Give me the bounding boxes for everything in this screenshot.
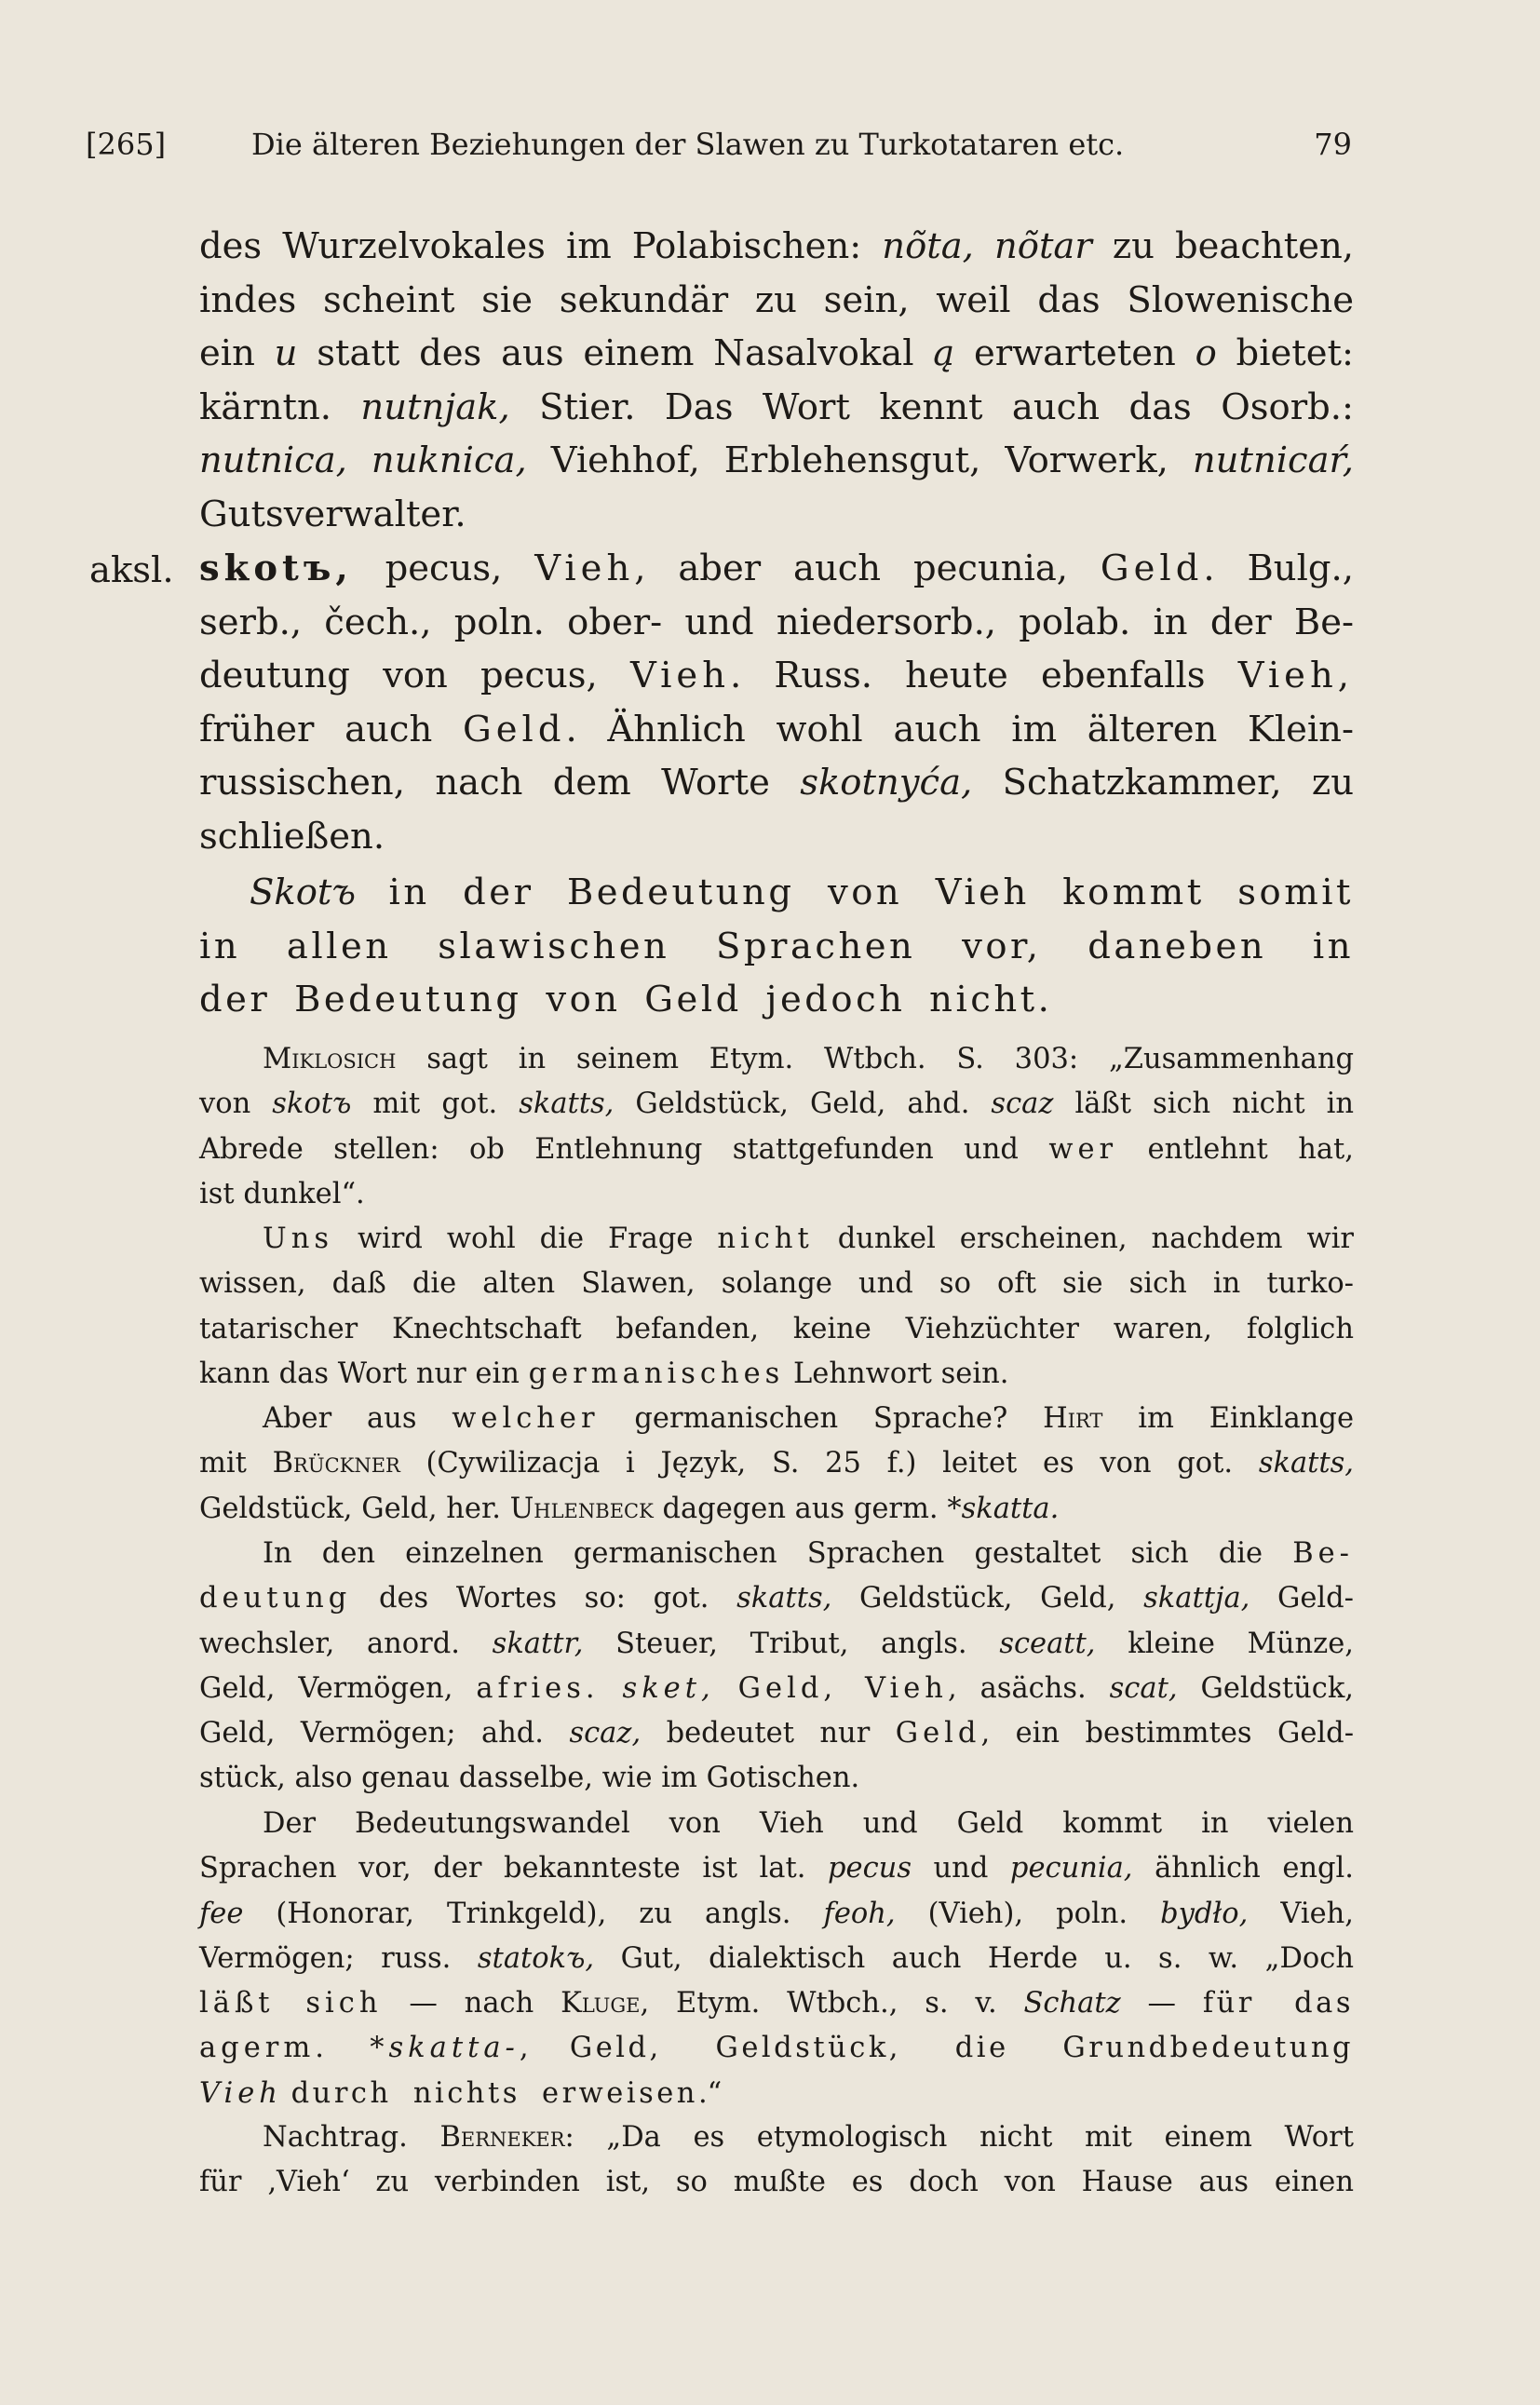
text-line: Vermögen; russ. statokъ, Gut, dialektisch auch Herde u. s. w. „Doch <box>199 1941 1354 1975</box>
page-reference: [265] <box>86 127 167 162</box>
text-line: stück, also genau dasselbe, wie im Gotischen. <box>199 1762 860 1795</box>
text-line: wechsler, anord. skattr, Steuer, Tribut, angls. sceatt, kleine Münze, <box>199 1627 1354 1660</box>
text-line: Miklosich sagt in seinem Etym. Wtbch. S. 303: „Zusammenhang <box>263 1043 1354 1075</box>
text-line: von skotъ mit got. skatts, Geldstück, Geld, ahd. scaz läßt sich nicht in <box>199 1088 1354 1121</box>
text-line: serb., čech., poln. ober- und niedersorb., polab. in der Be- <box>199 601 1354 643</box>
text-line: kärntn. nutnjak, Stier. Das Wort kennt auch das Osorb.: <box>199 385 1354 428</box>
text-line: agerm. *skatta-, Geld, Geldstück, die Grundbedeutung <box>199 2032 1355 2065</box>
text-line: Der Bedeutungswandel von Vieh und Geld kommt in vielen <box>263 1807 1354 1840</box>
text-line: mit Brückner (Cywilizacja i Język, S. 25 f.) leitet es von got. skatts, <box>199 1447 1354 1480</box>
text-line: wissen, daß die alten Slawen, solange und so oft sie sich in turko- <box>199 1267 1354 1301</box>
text-line: nutnica, nuknica, Viehhof, Erblehensgut, Vorwerk, nutnicaŕ, <box>199 439 1354 481</box>
text-line: russischen, nach dem Worte skotnyća, Schatzkammer, zu <box>199 762 1354 804</box>
text-line: In den einzelnen germanischen Sprachen gestaltet sich die Be- <box>263 1537 1354 1570</box>
paragraph-bedeutungswandel <box>199 1802 1354 2116</box>
text-line: schließen. <box>199 815 385 858</box>
text-line: Geld, Vermögen, afries. sket, Geld, Vieh, asächs. scat, Geldstück, <box>199 1671 1354 1705</box>
paragraph-polabian <box>199 220 1354 541</box>
text-line: Gutsverwalter. <box>199 493 466 535</box>
text-line: skotъ, pecus, Vieh, aber auch pecunia, Geld. Bulg., <box>199 547 1355 589</box>
running-title: Die älteren Beziehungen der Slawen zu Turkotataren etc. <box>251 127 1125 162</box>
text-line: Vieh durch nichts erweisen.“ <box>199 2076 723 2110</box>
text-line: in allen slawischen Sprachen vor, daneben in <box>199 925 1354 967</box>
paragraph-uns <box>199 1217 1354 1397</box>
text-line: der Bedeutung von Geld jedoch nicht. <box>199 979 1053 1020</box>
paragraph-summary <box>199 866 1354 1027</box>
text-line: früher auch Geld. Ähnlich wohl auch im älteren Klein- <box>199 708 1354 750</box>
text-line: Geldstück, Geld, her. Uhlenbeck dagegen aus germ. *skatta. <box>199 1492 1060 1525</box>
text-line: kann das Wort nur ein germanisches Lehnwort sein. <box>199 1357 1009 1390</box>
text-line: ein u statt des aus einem Nasalvokal ą erwarteten o bietet: <box>199 332 1354 374</box>
text-line: Skotъ in der Bedeutung von Vieh kommt somit <box>250 871 1354 913</box>
running-header <box>86 127 1352 182</box>
text-line: Geld, Vermögen; ahd. scaz, bedeutet nur Geld, ein bestimmtes Geld- <box>199 1717 1355 1750</box>
text-line: Abrede stellen: ob Entlehnung stattgefunden und wer entlehnt hat, <box>199 1132 1354 1166</box>
text-line: für ‚Vieh‘ zu verbinden ist, so mußte es doch von Hause aus einen <box>199 2166 1354 2199</box>
text-line: deutung von pecus, Vieh. Russ. heute ebenfalls Vieh, <box>199 655 1354 696</box>
paragraph-aber <box>199 1397 1354 1532</box>
text-line: indes scheint sie sekundär zu sein, weil das Slowenische <box>199 278 1354 321</box>
text-line: Sprachen vor, der bekannteste ist lat. pecus und pecunia, ähnlich engl. <box>199 1852 1355 1885</box>
text-line: Uns wird wohl die Frage nicht dunkel erscheinen, nachdem wir <box>263 1223 1354 1255</box>
page-number: 79 <box>1314 127 1352 162</box>
paragraph-skotu <box>199 542 1354 863</box>
text-line: fee (Honorar, Trinkgeld), zu angls. feoh, (Vieh), poln. bydło, Vieh, <box>199 1897 1354 1930</box>
paragraph-miklosich <box>199 1037 1354 1217</box>
text-line: deutung des Wortes so: got. skatts, Geldstück, Geld, skattja, Geld- <box>199 1582 1354 1615</box>
text-line: des Wurzelvokales im Polabischen: nõta, nõtar zu beachten, <box>199 225 1354 267</box>
margin-label: aksl. <box>89 549 174 591</box>
text-line: läßt sich — nach Kluge, Etym. Wtbch., s. v. Schatz — für das <box>199 1987 1355 2020</box>
text-line: ist dunkel“. <box>199 1177 365 1210</box>
text-line: Aber aus welcher germanischen Sprache? Hirt im Einklange <box>263 1402 1355 1435</box>
text-line: tatarischer Knechtschaft befanden, keine Viehzüchter waren, folglich <box>199 1312 1354 1345</box>
text-line: Nachtrag. Berneker: „Da es etymologisch nicht mit einem Wort <box>263 2121 1354 2154</box>
paragraph-einzelnen <box>199 1532 1354 1802</box>
paragraph-nachtrag <box>199 2115 1354 2206</box>
